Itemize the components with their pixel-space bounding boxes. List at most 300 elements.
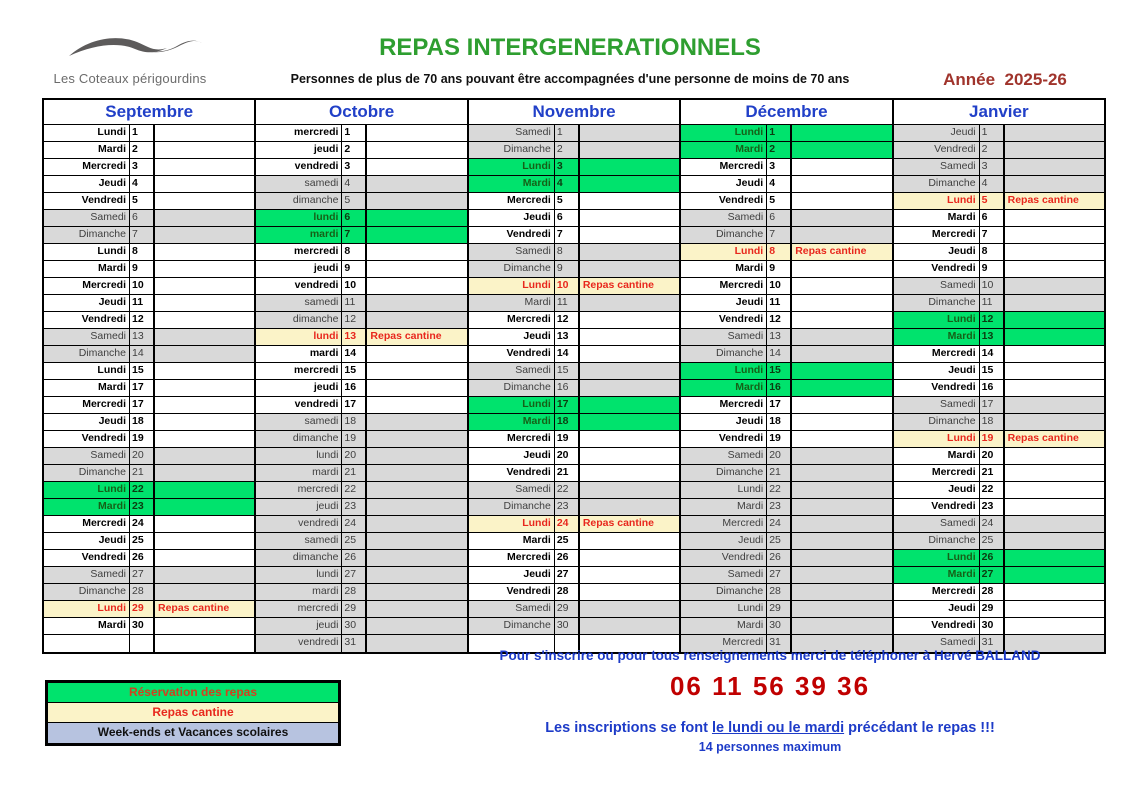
calendar-day-row — [681, 397, 891, 414]
calendar-day-row — [681, 329, 891, 346]
note-cell: Repas cantine — [1007, 194, 1079, 206]
day-number-cell: 4 — [767, 176, 792, 192]
day-name-cell: vendredi — [256, 635, 342, 652]
day-number-cell: 26 — [767, 550, 792, 566]
day-name-cell: Samedi — [469, 125, 555, 141]
day-name-cell: Jeudi — [469, 210, 555, 226]
calendar — [42, 98, 1106, 654]
day-number-cell: 4 — [130, 176, 155, 192]
day-name-cell: Vendredi — [894, 380, 980, 396]
calendar-day-row — [469, 618, 679, 635]
note-cell — [792, 584, 891, 600]
day-name-cell: Samedi — [681, 329, 767, 345]
note-cell: Repas cantine — [582, 517, 655, 529]
day-name-cell: Mardi — [44, 142, 130, 158]
note-cell — [1005, 414, 1104, 430]
month-title: Octobre — [256, 100, 466, 125]
day-name-cell: Dimanche — [44, 227, 130, 243]
day-name-cell: Samedi — [469, 363, 555, 379]
note-cell — [792, 499, 891, 515]
note-cell — [367, 567, 466, 583]
note-cell — [792, 227, 891, 243]
calendar-day-row — [256, 329, 466, 346]
calendar-day-row — [44, 482, 254, 499]
day-name-cell: jeudi — [256, 499, 342, 515]
calendar-day-row — [894, 329, 1104, 346]
day-name-cell: Jeudi — [894, 601, 980, 617]
day-number-cell: 27 — [130, 567, 155, 583]
day-name-cell: Samedi — [894, 397, 980, 413]
note-cell — [367, 244, 466, 260]
calendar-day-row — [681, 176, 891, 193]
note-cell — [580, 261, 679, 277]
day-name-cell: Vendredi — [469, 227, 555, 243]
day-name-cell: Samedi — [681, 567, 767, 583]
note-cell — [792, 210, 891, 226]
calendar-day-row — [469, 448, 679, 465]
calendar-day-row — [44, 397, 254, 414]
calendar-day-row — [681, 516, 891, 533]
calendar-day-row — [469, 346, 679, 363]
note-cell — [580, 584, 679, 600]
inscription-suffix: précédant le repas !!! — [844, 720, 995, 736]
day-name-cell: Samedi — [894, 159, 980, 175]
day-number-cell: 24 — [130, 516, 155, 532]
calendar-day-row — [44, 533, 254, 550]
calendar-day-row — [256, 193, 466, 210]
calendar-day-row — [894, 125, 1104, 142]
day-name-cell: vendredi — [256, 159, 342, 175]
day-name-cell: Mardi — [681, 499, 767, 515]
note-cell — [155, 431, 254, 447]
day-number-cell: 23 — [130, 499, 155, 515]
day-name-cell: Vendredi — [894, 499, 980, 515]
note-cell — [155, 142, 254, 158]
day-number-cell: 17 — [130, 397, 155, 413]
logo-swoosh-icon — [55, 51, 205, 68]
note-cell — [1005, 295, 1104, 311]
calendar-day-row — [256, 261, 466, 278]
note-cell — [792, 465, 891, 481]
note-cell — [367, 210, 466, 226]
note-cell — [155, 397, 254, 413]
page-subtitle: Personnes de plus de 70 ans pouvant être accompagnées d'une personne de moins de 70 ans — [290, 72, 850, 86]
note-cell — [1005, 142, 1104, 158]
note-cell — [155, 244, 254, 260]
day-number-cell: 14 — [555, 346, 580, 362]
day-name-cell: Dimanche — [681, 465, 767, 481]
calendar-day-row — [44, 414, 254, 431]
day-name-cell: Jeudi — [44, 414, 130, 430]
day-number-cell: 31 — [342, 635, 367, 652]
note-cell — [1005, 278, 1104, 294]
day-number-cell: 23 — [555, 499, 580, 515]
note-cell — [367, 193, 466, 209]
day-number-cell: 2 — [555, 142, 580, 158]
note-cell — [367, 261, 466, 277]
day-number-cell: 2 — [342, 142, 367, 158]
day-name-cell: Vendredi — [681, 431, 767, 447]
day-name-cell: samedi — [256, 414, 342, 430]
day-number-cell: 16 — [767, 380, 792, 396]
day-name-cell: Mercredi — [894, 584, 980, 600]
calendar-day-row — [681, 261, 891, 278]
day-number-cell: 21 — [555, 465, 580, 481]
note-cell — [792, 550, 891, 566]
day-number-cell: 17 — [767, 397, 792, 413]
day-name-cell: jeudi — [256, 618, 342, 634]
calendar-day-row — [469, 227, 679, 244]
calendar-day-row — [44, 125, 254, 142]
note-cell — [580, 448, 679, 464]
day-number-cell: 1 — [767, 125, 792, 141]
note-cell — [792, 176, 891, 192]
calendar-day-row — [894, 278, 1104, 295]
day-number-cell: 27 — [767, 567, 792, 583]
day-number-cell: 10 — [767, 278, 792, 294]
note-cell — [792, 397, 891, 413]
calendar-day-row — [469, 397, 679, 414]
day-number-cell: 21 — [130, 465, 155, 481]
calendar-day-row — [44, 516, 254, 533]
contact-line: Pour s'inscrire ou pour tous renseignements merci de téléphoner à Hervé BALLAND — [499, 648, 1041, 663]
note-cell — [155, 210, 254, 226]
month-title: Décembre — [681, 100, 891, 125]
calendar-day-row — [256, 584, 466, 601]
calendar-day-row — [44, 618, 254, 635]
day-number-cell: 10 — [130, 278, 155, 294]
calendar-day-row — [894, 176, 1104, 193]
note-cell — [155, 261, 254, 277]
day-number-cell: 20 — [342, 448, 367, 464]
note-cell — [580, 380, 679, 396]
note-cell — [155, 465, 254, 481]
calendar-day-row — [44, 499, 254, 516]
calendar-day-row — [469, 499, 679, 516]
day-name-cell: samedi — [256, 533, 342, 549]
note-cell — [580, 550, 679, 566]
day-name-cell: Dimanche — [469, 618, 555, 634]
day-number-cell: 16 — [980, 380, 1005, 396]
day-name-cell: Mardi — [681, 380, 767, 396]
day-name-cell: Mardi — [894, 448, 980, 464]
day-number-cell: 11 — [767, 295, 792, 311]
day-number-cell: 14 — [980, 346, 1005, 362]
calendar-day-row — [256, 618, 466, 635]
note-cell — [367, 533, 466, 549]
day-name-cell: Mardi — [44, 618, 130, 634]
note-cell — [580, 431, 679, 447]
calendar-day-row — [894, 414, 1104, 431]
note-cell — [155, 227, 254, 243]
calendar-day-row — [681, 618, 891, 635]
calendar-day-row — [44, 601, 254, 618]
day-number-cell: 29 — [767, 601, 792, 617]
note-cell — [155, 516, 254, 532]
calendar-day-row — [681, 533, 891, 550]
day-name-cell: lundi — [256, 567, 342, 583]
day-number-cell: 28 — [342, 584, 367, 600]
day-number-cell: 29 — [342, 601, 367, 617]
day-name-cell: Mercredi — [44, 278, 130, 294]
day-number-cell: 17 — [555, 397, 580, 413]
calendar-day-row — [681, 278, 891, 295]
note-cell — [792, 533, 891, 549]
day-name-cell: Lundi — [469, 159, 555, 175]
calendar-day-row — [256, 312, 466, 329]
note-cell — [792, 516, 891, 532]
calendar-day-row — [894, 465, 1104, 482]
day-name-cell: Jeudi — [469, 448, 555, 464]
legend-label-reservation: Réservation des repas — [128, 685, 258, 699]
day-number-cell: 8 — [130, 244, 155, 260]
calendar-day-row — [256, 567, 466, 584]
calendar-day-row — [681, 312, 891, 329]
day-number-cell: 9 — [980, 261, 1005, 277]
note-cell — [155, 278, 254, 294]
note-cell — [580, 499, 679, 515]
day-number-cell: 12 — [342, 312, 367, 328]
day-number-cell: 23 — [342, 499, 367, 515]
calendar-day-row — [681, 601, 891, 618]
day-number-cell: 21 — [342, 465, 367, 481]
day-name-cell: Vendredi — [44, 550, 130, 566]
note-cell — [1005, 448, 1104, 464]
day-number-cell: 20 — [767, 448, 792, 464]
day-name-cell: Lundi — [681, 482, 767, 498]
day-number-cell: 3 — [980, 159, 1005, 175]
calendar-day-row — [44, 635, 254, 652]
note-cell — [580, 142, 679, 158]
month-title: Septembre — [44, 100, 254, 125]
day-name-cell: Mercredi — [44, 397, 130, 413]
note-cell — [367, 516, 466, 532]
calendar-day-row — [44, 329, 254, 346]
calendar-day-row — [894, 431, 1104, 448]
day-name-cell: Mercredi — [44, 159, 130, 175]
day-number-cell: 22 — [342, 482, 367, 498]
day-number-cell: 22 — [555, 482, 580, 498]
day-name-cell: Mardi — [469, 295, 555, 311]
calendar-day-row — [256, 397, 466, 414]
note-cell — [367, 448, 466, 464]
note-cell — [580, 397, 679, 413]
note-cell — [792, 278, 891, 294]
day-number-cell: 11 — [342, 295, 367, 311]
day-name-cell: mercredi — [256, 244, 342, 260]
calendar-day-row — [894, 567, 1104, 584]
day-number-cell: 8 — [555, 244, 580, 260]
note-cell — [367, 312, 466, 328]
note-cell: Repas cantine — [1007, 432, 1079, 444]
day-name-cell: Mercredi — [894, 465, 980, 481]
day-number-cell: 14 — [342, 346, 367, 362]
day-name-cell: Vendredi — [681, 312, 767, 328]
note-cell — [367, 601, 466, 617]
note-cell — [580, 414, 679, 430]
day-number-cell: 3 — [555, 159, 580, 175]
note-cell — [155, 567, 254, 583]
calendar-day-row — [44, 363, 254, 380]
calendar-day-row — [256, 414, 466, 431]
day-number-cell: 7 — [130, 227, 155, 243]
day-name-cell: Dimanche — [44, 465, 130, 481]
day-name-cell: Samedi — [894, 278, 980, 294]
note-cell — [1005, 346, 1104, 362]
note-cell — [580, 312, 679, 328]
day-number-cell: 23 — [767, 499, 792, 515]
calendar-day-row — [256, 499, 466, 516]
day-name-cell: Jeudi — [894, 482, 980, 498]
day-number-cell: 1 — [342, 125, 367, 141]
day-number-cell: 22 — [767, 482, 792, 498]
day-number-cell: 16 — [555, 380, 580, 396]
day-name-cell: Mercredi — [44, 516, 130, 532]
day-number-cell: 26 — [342, 550, 367, 566]
day-name-cell: mercredi — [256, 363, 342, 379]
note-cell — [155, 159, 254, 175]
day-number-cell: 28 — [767, 584, 792, 600]
day-number-cell: 14 — [767, 346, 792, 362]
calendar-day-row — [256, 448, 466, 465]
day-number-cell: 22 — [980, 482, 1005, 498]
calendar-day-row — [469, 159, 679, 176]
day-name-cell: Samedi — [469, 601, 555, 617]
note-cell — [1005, 244, 1104, 260]
note-cell — [580, 618, 679, 634]
day-name-cell: Lundi — [469, 516, 555, 532]
day-number-cell: 5 — [342, 193, 367, 209]
calendar-day-row — [681, 125, 891, 142]
day-name-cell: Lundi — [44, 482, 130, 498]
day-name-cell: mardi — [256, 346, 342, 362]
note-cell — [367, 482, 466, 498]
calendar-day-row — [44, 227, 254, 244]
note-cell — [367, 159, 466, 175]
note-cell — [792, 346, 891, 362]
note-cell — [155, 363, 254, 379]
day-number-cell: 27 — [980, 567, 1005, 583]
calendar-day-row — [894, 533, 1104, 550]
day-name-cell: Samedi — [469, 244, 555, 260]
day-name-cell: Lundi — [469, 278, 555, 294]
day-name-cell: Vendredi — [469, 346, 555, 362]
day-name-cell: Vendredi — [44, 431, 130, 447]
note-cell — [367, 618, 466, 634]
calendar-day-row — [44, 380, 254, 397]
day-number-cell: 22 — [130, 482, 155, 498]
day-number-cell: 19 — [980, 431, 1005, 447]
day-name-cell: Vendredi — [44, 193, 130, 209]
month-column — [44, 100, 254, 652]
day-name-cell: lundi — [256, 210, 342, 226]
day-number-cell: 24 — [767, 516, 792, 532]
day-name-cell: Jeudi — [894, 125, 980, 141]
note-cell — [367, 363, 466, 379]
note-cell — [792, 159, 891, 175]
day-number-cell: 30 — [342, 618, 367, 634]
calendar-day-row — [469, 550, 679, 567]
day-number-cell: 18 — [767, 414, 792, 430]
calendar-day-row — [681, 295, 891, 312]
day-name-cell: Samedi — [44, 210, 130, 226]
calendar-day-row — [681, 482, 891, 499]
calendar-day-row — [44, 312, 254, 329]
day-number-cell: 5 — [555, 193, 580, 209]
note-cell — [367, 142, 466, 158]
note-cell — [155, 193, 254, 209]
note-cell — [155, 482, 254, 498]
day-name-cell: jeudi — [256, 142, 342, 158]
note-cell — [1005, 618, 1104, 634]
note-cell: Repas cantine — [795, 245, 867, 257]
day-number-cell: 12 — [980, 312, 1005, 328]
day-name-cell: Mardi — [44, 499, 130, 515]
day-number-cell: 6 — [767, 210, 792, 226]
calendar-day-row — [894, 380, 1104, 397]
note-cell — [155, 584, 254, 600]
day-number-cell: 10 — [342, 278, 367, 294]
day-name-cell: Vendredi — [681, 550, 767, 566]
calendar-day-row — [894, 363, 1104, 380]
note-cell — [1005, 550, 1104, 566]
note-cell — [792, 380, 891, 396]
day-number-cell: 15 — [555, 363, 580, 379]
month-column — [892, 100, 1104, 652]
calendar-day-row — [256, 465, 466, 482]
calendar-day-row — [469, 567, 679, 584]
day-number-cell: 26 — [980, 550, 1005, 566]
note-cell — [1005, 533, 1104, 549]
day-number-cell: 19 — [555, 431, 580, 447]
day-number-cell: 15 — [980, 363, 1005, 379]
note-cell — [155, 499, 254, 515]
day-number-cell: 2 — [980, 142, 1005, 158]
day-name-cell: Dimanche — [469, 499, 555, 515]
note-cell — [580, 482, 679, 498]
day-number-cell: 3 — [130, 159, 155, 175]
note-cell — [1005, 499, 1104, 515]
day-number-cell: 24 — [342, 516, 367, 532]
calendar-day-row — [681, 431, 891, 448]
note-cell — [155, 176, 254, 192]
day-number-cell: 9 — [130, 261, 155, 277]
day-name-cell: Samedi — [894, 516, 980, 532]
day-name-cell: Dimanche — [469, 380, 555, 396]
note-cell — [792, 482, 891, 498]
calendar-day-row — [256, 142, 466, 159]
note-cell — [155, 125, 254, 141]
day-number-cell: 13 — [767, 329, 792, 345]
day-number-cell: 11 — [555, 295, 580, 311]
day-number-cell: 4 — [980, 176, 1005, 192]
day-name-cell: lundi — [256, 329, 342, 345]
day-name-cell: Samedi — [469, 482, 555, 498]
day-name-cell: Jeudi — [44, 176, 130, 192]
calendar-day-row — [256, 210, 466, 227]
calendar-day-row — [894, 227, 1104, 244]
note-cell — [367, 125, 466, 141]
calendar-day-row — [681, 142, 891, 159]
calendar-day-row — [469, 601, 679, 618]
calendar-day-row — [469, 584, 679, 601]
logo-text: Les Coteaux périgourdins — [53, 71, 207, 86]
day-number-cell: 9 — [555, 261, 580, 277]
calendar-day-row — [44, 278, 254, 295]
note-cell — [1005, 227, 1104, 243]
legend-row-cantine — [48, 703, 338, 723]
calendar-day-row — [256, 601, 466, 618]
